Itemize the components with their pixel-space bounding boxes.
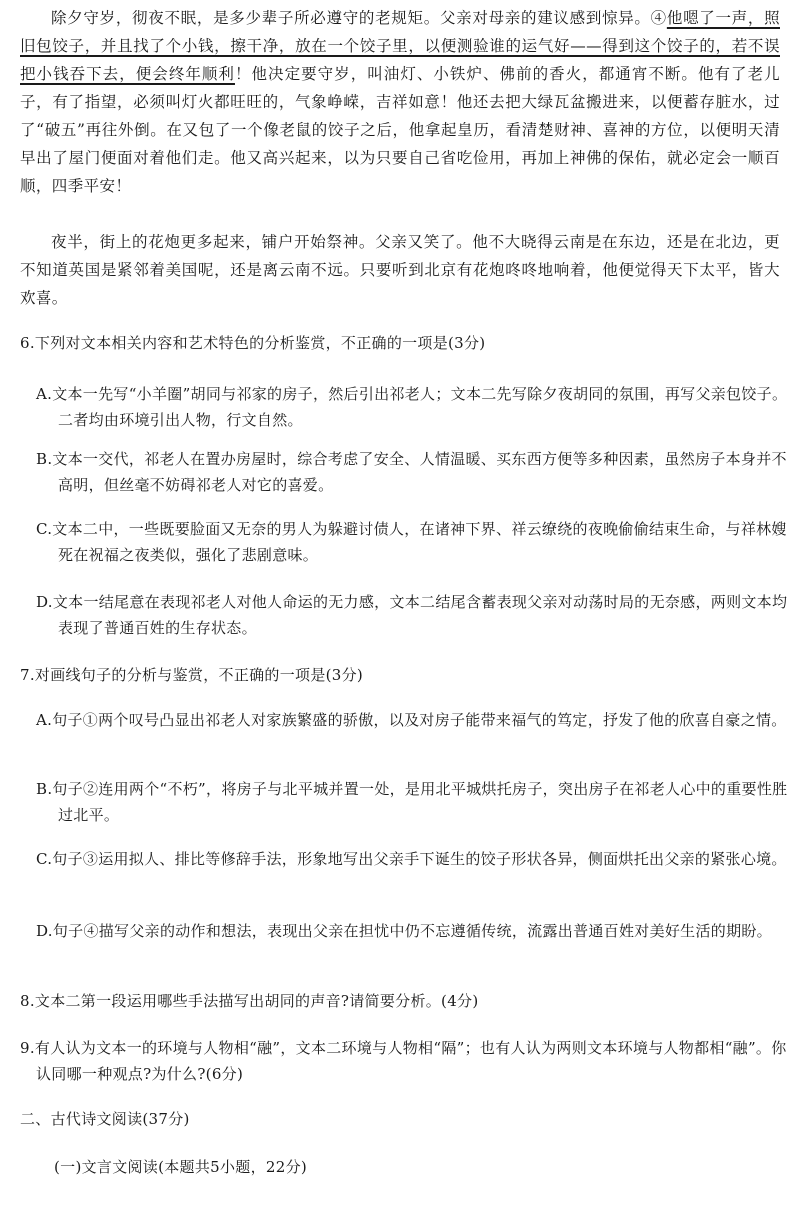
question-6-option-a: A.文本一先写“小羊圈”胡同与祁家的房子，然后引出祁老人；文本二先写除夕夜胡同的氛围，再写父亲包饺子。二者均由环境引出人物，行文自然。 [36, 385, 788, 429]
question-8-stem: 8.文本二第一段运用哪些手法描写出胡同的声音?请简要分析。(4分) [20, 992, 479, 1010]
section-2-title: 二、古代诗文阅读(37分) [20, 1110, 190, 1128]
question-9-stem: 9.有人认为文本一的环境与人物相“融”，文本二环境与人物相“隔”；也有人认为两则文本环境与人物都相“融”。你认同哪一种观点?为什么?(6分) [20, 1039, 787, 1083]
passage-p1-rest: ！他决定要守岁，叫油灯、小铁炉、佛前的香火，都通宵不断。他有了老儿子，有了指望，必须叫灯火都旺旺的，气象峥嵘，吉祥如意！他还去把大绿瓦盆搬进来，以便蓄存脏水，过了“破五”再往外倒。在又包了一个像老鼠的饺子之后，他拿起皇历，看清楚财神、喜神的方位，以便明天清早出了屋门便面对着他们走。他又高兴起来，以为只要自己省吃俭用，再加上神佛的保佑，就必定会一顺百顺，四季平安！ [20, 65, 781, 195]
question-6-option-c: C.文本二中，一些既要脸面又无奈的男人为躲避讨债人，在诸神下界、祥云缭绕的夜晚偷偷结束生命，与祥林嫂死在祝福之夜类似，强化了悲剧意味。 [36, 520, 787, 564]
question-7-stem: 7.对画线句子的分析与鉴赏，不正确的一项是(3分) [20, 666, 364, 684]
section-2-subsection-1: (一)文言文阅读(本题共5小题，22分) [54, 1158, 308, 1176]
question-7-option-d: D.句子④描写父亲的动作和想法，表现出父亲在担忧中仍不忘遵循传统，流露出普通百姓对美好生活的期盼。 [36, 922, 772, 940]
question-6-option-d: D.文本一结尾意在表现祁老人对他人命运的无力感，文本二结尾含蓄表现父亲对动荡时局的无奈感，两则文本均表现了普通百姓的生存状态。 [36, 593, 788, 637]
question-7-option-b: B.句子②连用两个“不朽”，将房子与北平城并置一处，是用北平城烘托房子，突出房子在祁老人心中的重要性胜过北平。 [36, 780, 788, 824]
passage-paragraph-2: 夜半，街上的花炮更多起来，铺户开始祭神。父亲又笑了。他不大晓得云南是在东边，还是在北边，更不知道英国是紧邻着美国呢，还是离云南不远。只要听到北京有花炮咚咚地响着，他便觉得天下太平，皆大欢喜。 [20, 233, 780, 307]
question-6-option-b: B.文本一交代，祁老人在置办房屋时，综合考虑了安全、人情温暖、买东西方便等多种因素，虽然房子本身并不高明，但丝毫不妨碍祁老人对它的喜爱。 [36, 450, 787, 494]
question-6-stem: 6.下列对文本相关内容和艺术特色的分析鉴赏，不正确的一项是(3分) [20, 334, 486, 352]
passage-paragraph-1 [20, 4, 780, 200]
underlined-sentence-4: 他嗯了一声，照旧包饺子，并且找了个小钱，擦干净，放在一个饺子里，以便测验谁的运气好——得到这个饺子的，若不误把小钱吞下去，便会终年顺利 [20, 9, 780, 83]
question-7-option-a: A.句子①两个叹号凸显出祁老人对家族繁盛的骄傲，以及对房子能带来福气的笃定，抒发了他的欣喜自豪之情。 [36, 711, 787, 729]
question-7-option-c: C.句子③运用拟人、排比等修辞手法，形象地写出父亲手下诞生的饺子形状各异，侧面烘托出父亲的紧张心境。 [36, 850, 787, 868]
passage-p1-start: 除夕守岁，彻夜不眠，是多少辈子所必遵守的老规矩。父亲对母亲的建议感到惊异。④ [51, 9, 667, 27]
